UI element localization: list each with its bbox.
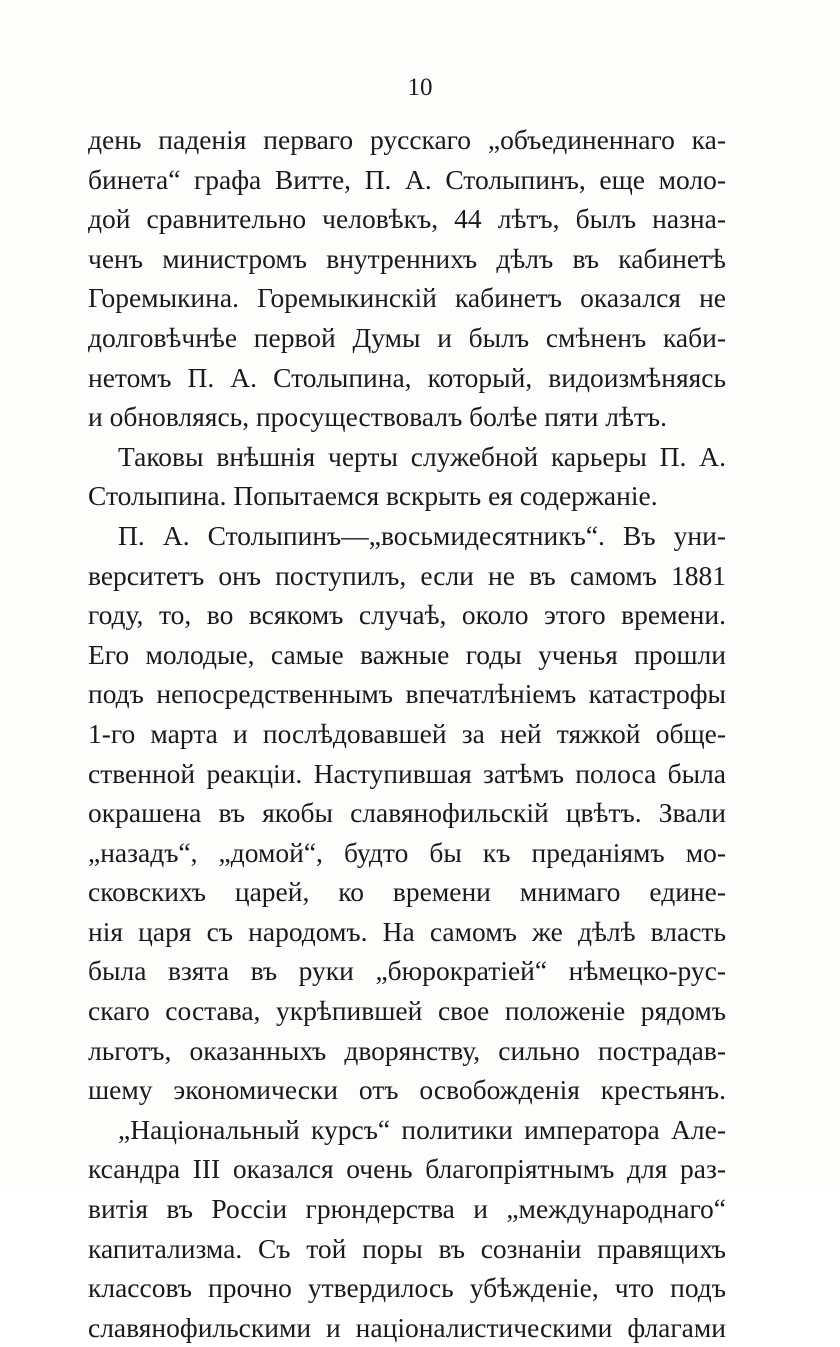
text-line: „назадъ“, „домой“, будто бы къ преданіямъ мо- (88, 836, 726, 868)
text-line: скаго состава, укрѣпившей свое положеніе рядомъ (88, 995, 726, 1027)
body-text (88, 120, 726, 1347)
text-line: классовъ прочно утвердилось убѣжденіе, что подъ (88, 1272, 726, 1304)
text-line: капитализма. Съ той поры въ сознаніи правящихъ (88, 1232, 726, 1264)
text-line: и обновляясь, просуществовалъ болѣе пяти лѣтъ. (88, 401, 668, 433)
text-line: нія царя съ народомъ. На самомъ же дѣлѣ власть (88, 915, 726, 947)
text-line: славянофильскими и націоналистическими флагами (88, 1311, 726, 1343)
text-line: окрашена въ якобы славянофильскій цвѣтъ. Звали (88, 797, 726, 829)
text-line: ченъ министромъ внутреннихъ дѣлъ въ кабинетѣ (88, 242, 726, 274)
text-line: Столыпина. Попытаемся вскрыть ея содержаніе. (88, 480, 658, 512)
text-line: Его молодые, самые важные годы ученья прошли (88, 638, 726, 670)
text-line: верситетъ онъ поступилъ, если не въ самомъ 1881 (88, 559, 726, 591)
text-line: бинета“ графа Витте, П. А. Столыпинъ, еще моло- (88, 163, 726, 195)
text-line: сковскихъ царей, ко времени мнимаго едине- (88, 876, 726, 908)
text-line: долговѣчнѣе первой Думы и былъ смѣненъ каби- (88, 321, 726, 353)
text-line: году, то, во всякомъ случаѣ, около этого времени. (88, 599, 726, 631)
text-line: Горемыкина. Горемыкинскій кабинетъ оказался не (88, 282, 726, 314)
text-line: „Національный курсъ“ политики императора Але- (118, 1113, 726, 1145)
text-line: шему экономически отъ освобожденія крестьянъ. (88, 1074, 726, 1106)
text-line: была взята въ руки „бюрократіей“ нѣмецко-рус- (88, 955, 726, 987)
text-line: день паденія перваго русскаго „объединеннаго ка- (88, 124, 726, 155)
text-line: дой сравнительно человѣкъ, 44 лѣтъ, былъ назна- (88, 203, 726, 235)
text-line: витія въ Россіи грюндерства и „международнаго“ (88, 1193, 726, 1225)
text-line: льготъ, оказанныхъ дворянству, сильно пострадав- (88, 1034, 726, 1066)
text-line: ственной реакціи. Наступившая затѣмъ полоса была (88, 757, 726, 789)
text-line: Таковы внѣшнія черты служебной карьеры П. А. (118, 440, 726, 472)
text-line: ксандра III оказался очень благопріятнымъ для раз- (88, 1153, 726, 1185)
page-number: 10 (407, 74, 433, 101)
text-line: П. А. Столыпинъ—„восьмидесятникъ“. Въ уни- (118, 519, 726, 551)
text-line: подъ непосредственнымъ впечатлѣніемъ катастрофы (88, 678, 726, 710)
text-line: нетомъ П. А. Столыпина, который, видоизмѣняясь (88, 361, 726, 393)
text-line: 1-го марта и послѣдовавшей за ней тяжкой обще- (88, 717, 726, 749)
